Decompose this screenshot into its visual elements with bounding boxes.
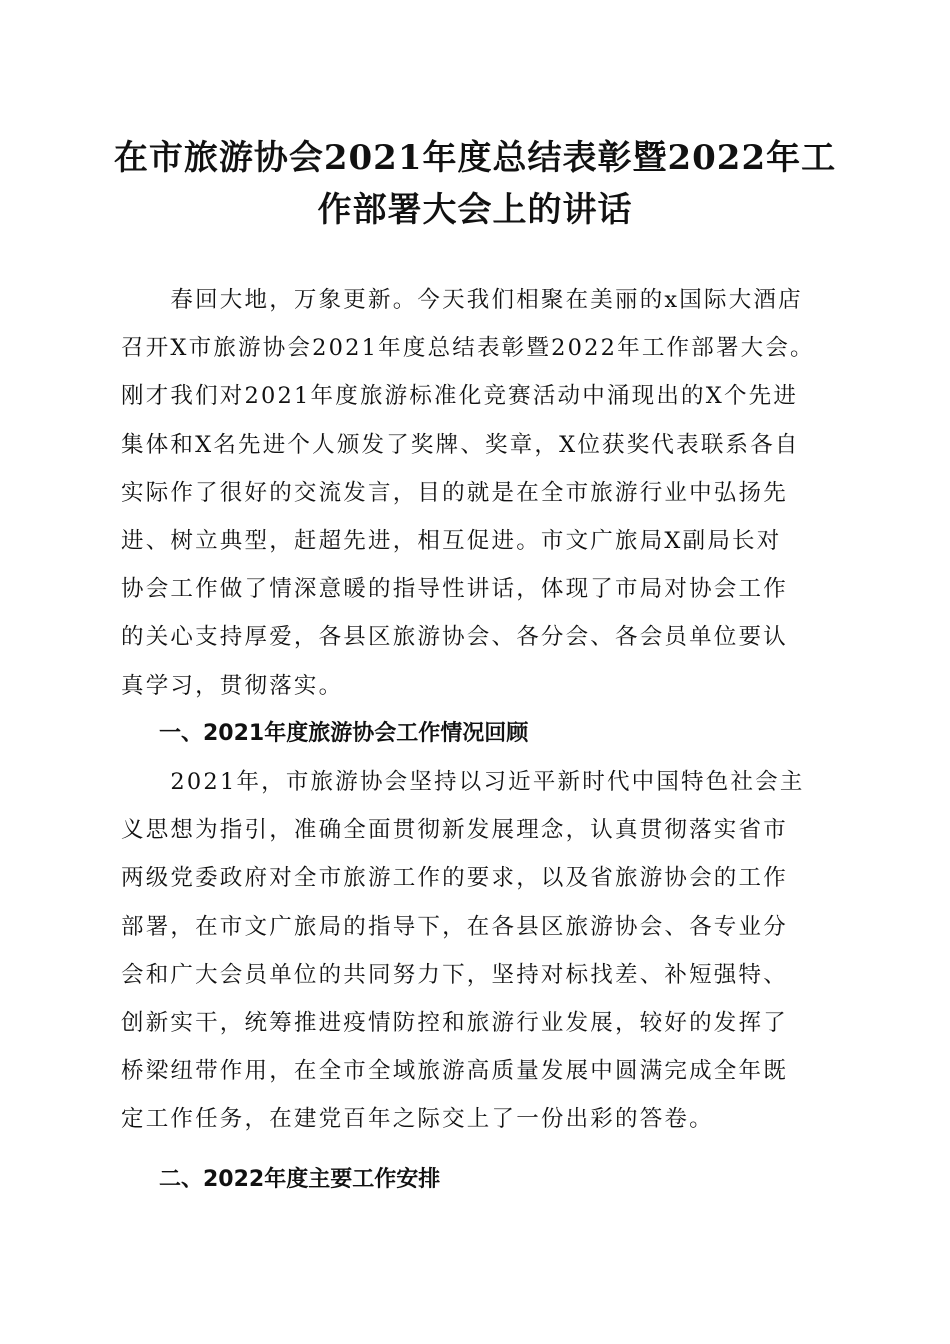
section-heading-1: 一、2021年度旅游协会工作情况回顾 <box>159 720 529 746</box>
paragraph-line: 会和广大会员单位的共同努力下，坚持对标找差、补短强特、 <box>121 961 788 988</box>
paragraph-line: 创新实干，统筹推进疫情防控和旅游行业发展，较好的发挥了 <box>121 1010 788 1037</box>
paragraph-line: 部署，在市文广旅局的指导下，在各县区旅游协会、各专业分 <box>121 913 788 940</box>
paragraph-line: 刚才我们对2021年度旅游标准化竞赛活动中涌现出的X个先进 <box>121 383 799 410</box>
paragraph-intro <box>121 276 841 710</box>
paragraph-line: 两级党委政府对全市旅游工作的要求，以及省旅游协会的工作 <box>121 865 788 892</box>
paragraph-line: 春回大地，万象更新。今天我们相聚在美丽的x国际大酒店 <box>121 287 803 313</box>
paragraph-line: 协会工作做了情深意暖的指导性讲话，体现了市局对协会工作 <box>121 576 788 603</box>
paragraph-line: 义思想为指引，准确全面贯彻新发展理念，认真贯彻落实省市 <box>121 817 788 844</box>
paragraph-line: 定工作任务，在建党百年之际交上了一份出彩的答卷。 <box>121 1106 714 1133</box>
paragraph-line: 进、树立典型，赶超先进，相互促进。市文广旅局X副局长对 <box>121 528 782 555</box>
paragraph-line: 召开X市旅游协会2021年度总结表彰暨2022年工作部署大会。 <box>121 335 815 362</box>
paragraph-line: 实际作了很好的交流发言，目的就是在全市旅游行业中弘扬先 <box>121 479 788 506</box>
paragraph-line: 的关心支持厚爱，各县区旅游协会、各分会、各会员单位要认 <box>121 624 788 651</box>
title-line-1: 在市旅游协会2021年度总结表彰暨2022年工 <box>113 138 837 178</box>
paragraph-review <box>121 758 841 1144</box>
title-line-2: 作部署大会上的讲话 <box>317 190 633 230</box>
document-body <box>121 276 841 1204</box>
document-title <box>100 132 850 236</box>
section-heading-2: 二、2022年度主要工作安排 <box>159 1166 441 1192</box>
paragraph-line: 2021年，市旅游协会坚持以习近平新时代中国特色社会主 <box>121 769 805 796</box>
paragraph-line: 桥梁纽带作用，在全市全域旅游高质量发展中圆满完成全年既 <box>121 1058 788 1085</box>
paragraph-line: 真学习，贯彻落实。 <box>121 672 344 699</box>
paragraph-line: 集体和X名先进个人颁发了奖牌、奖章，X位获奖代表联系各自 <box>121 431 800 458</box>
